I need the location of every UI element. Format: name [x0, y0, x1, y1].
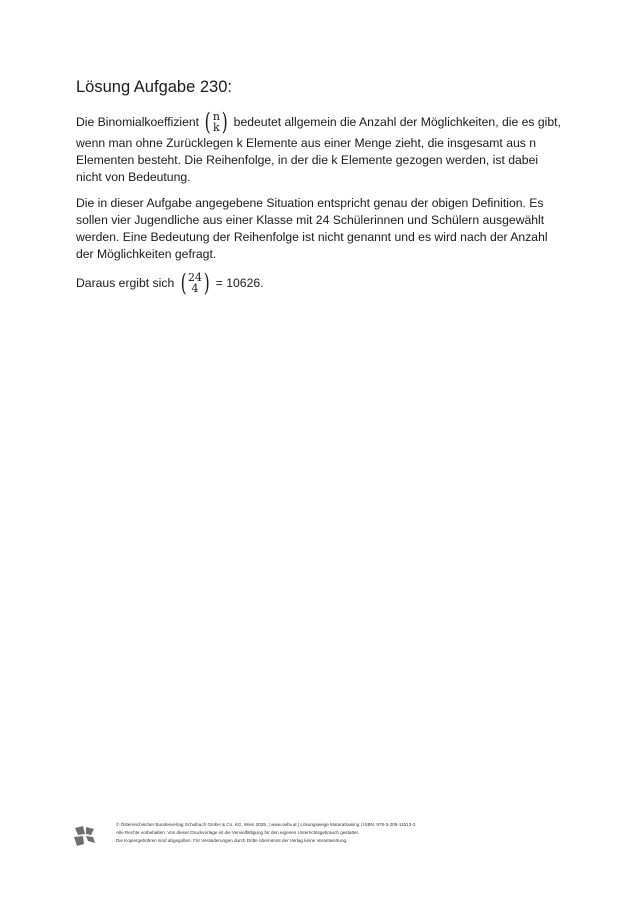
paragraph-definition: [76, 108, 566, 186]
footer-line-rights: Alle Rechte vorbehalten. Von dieser Druckvorlage ist die Vervielfältigung für den eigenen Unterrichtsgebrauch gestattet.: [116, 830, 360, 835]
paragraph-result: [76, 269, 566, 297]
binom-top: 24: [187, 271, 202, 284]
text-segment: Die Binomialkoeffizient: [76, 115, 203, 130]
oebv-logo-icon: [72, 823, 98, 849]
solution-content: [76, 78, 566, 305]
binom-bottom: 4: [191, 282, 199, 295]
footer-line-fees: Die Kopiergebühren sind abgegolten. Für Veränderungen durch Dritte übernimmt der Verlag keine Verantwortung.: [116, 838, 348, 843]
binomial-n-over-k: ( n k ): [205, 108, 228, 136]
paragraph-situation: Die in dieser Aufgabe angegebene Situation entspricht genau der obigen Definition. Es sollen vier Jugendliche aus einer Klasse mit 24 Schülerinnen und Schülern ausgewählt werden. Eine Bedeutung der Reihenfolge ist nicht genannt und es wird nach der Anzahl der Möglichkeiten gefragt.: [76, 196, 548, 261]
page-title: Lösung Aufgabe 230:: [76, 78, 232, 96]
text-segment: Daraus ergibt sich: [76, 276, 178, 291]
text-segment: bedeutet allgemein die Anzahl der Möglichkeiten, die es gibt, wenn man ohne Zurücklegen k Elemente aus einer Menge zieht, die insgesamt aus n Elementen besteht. Die Reihenfolge, in der die k Elemente gezogen werden, ist dabei nicht von Bedeutung.: [76, 115, 561, 184]
binomial-24-over-4: ( 24 4 ): [180, 269, 210, 297]
binom-top: n: [212, 110, 220, 123]
result-value: = 10626.: [212, 276, 264, 291]
binom-bottom: k: [213, 121, 220, 134]
footer-line-copyright: © Österreichischer Bundesverlag Schulbuch GmbH & Co. KG, Wien 2025. | www.oebv.at | Lösungswege Maturatraining | ISBN: 978-3-209-11513-3: [116, 822, 416, 827]
footer-text: [116, 821, 556, 845]
